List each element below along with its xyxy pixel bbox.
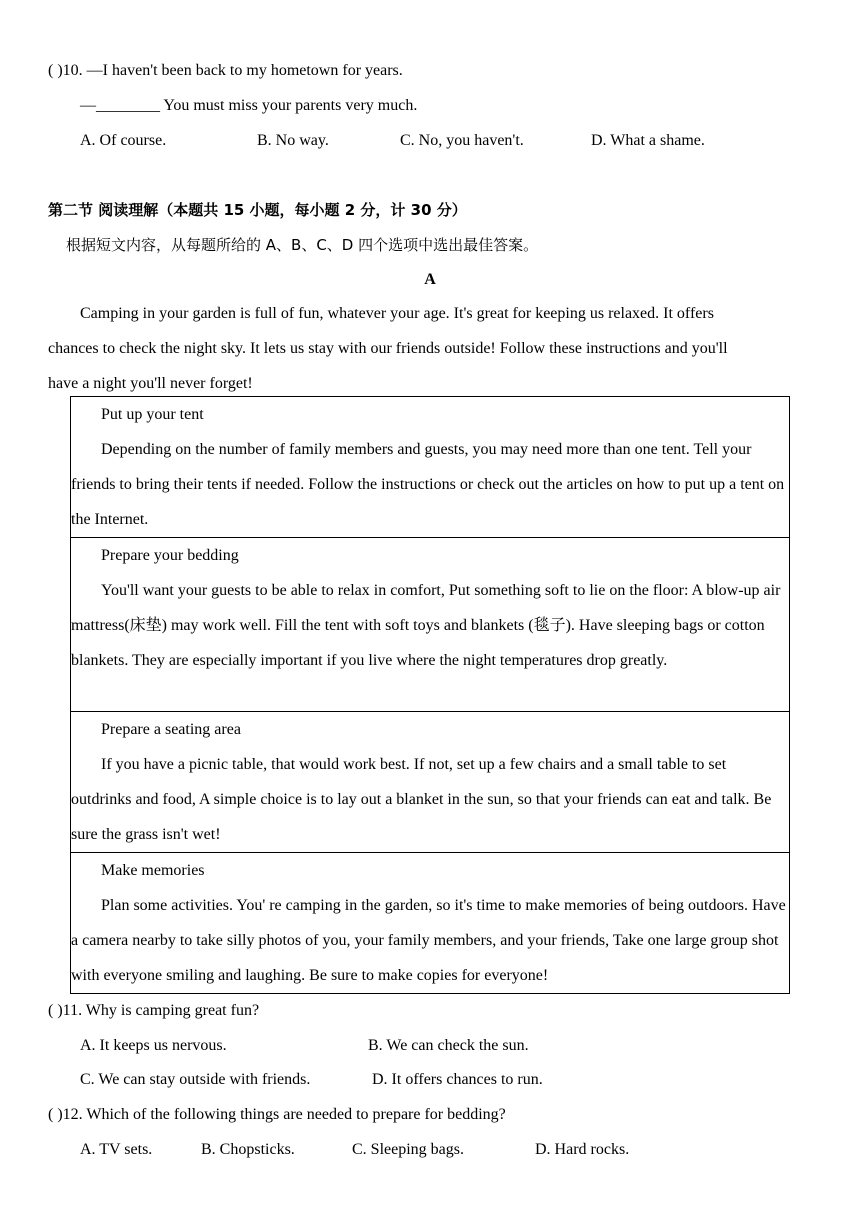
cell-heading: Put up your tent — [101, 406, 204, 423]
table-cell-seating — [71, 712, 790, 853]
question-11-stem: ( )11. Why is camping great fun? — [48, 1002, 260, 1019]
question-10-option-b: B. No way. — [257, 132, 329, 149]
intro-line-2: chances to check the night sky. It lets us stay with our friends outside! Follow these instructions and you'll — [48, 340, 728, 357]
table-row — [71, 397, 790, 538]
question-10-reply: —________ You must miss your parents very much. — [80, 97, 418, 114]
table-row — [71, 853, 790, 994]
table-row — [71, 712, 790, 853]
table-cell-tent — [71, 397, 790, 538]
section-instruction: 根据短文内容，从每题所给的 A、B、C、D 四个选项中选出最佳答案。 — [66, 236, 539, 254]
question-12-option-a: A. TV sets. — [80, 1141, 153, 1158]
table-cell-memories — [71, 853, 790, 994]
cell-body: Plan some activities. You' re camping in the garden, so it's time to make memories of being outdoors. Have a camera nearby to take silly photos of you, your family members, and your friends, Take one large group shot with everyone smiling and laughing. Be sure to make copies for everyone! — [71, 897, 786, 984]
question-10-stem: ( )10. —I haven't been back to my hometown for years. — [48, 62, 403, 79]
question-12-stem: ( )12. Which of the following things are needed to prepare for bedding? — [48, 1106, 506, 1123]
question-11-option-c: C. We can stay outside with friends. — [80, 1071, 311, 1088]
question-11-option-b: B. We can check the sun. — [368, 1037, 529, 1054]
intro-line-1: Camping in your garden is full of fun, whatever your age. It's great for keeping us relaxed. It offers — [80, 305, 714, 322]
table-row — [71, 538, 790, 712]
question-11-option-a: A. It keeps us nervous. — [80, 1037, 227, 1054]
cell-body: You'll want your guests to be able to relax in comfort, Put something soft to lie on the floor: A blow-up air mattress(床垫) may work well. Fill the tent with soft toys and blankets (毯子). Have sleeping bags or cotton blankets. They are especially important if you live where the night temperatures drop greatly. — [71, 582, 781, 669]
cell-heading: Prepare your bedding — [101, 547, 239, 564]
question-10-option-a: A. Of course. — [80, 132, 167, 149]
cell-heading: Make memories — [101, 862, 205, 879]
question-12-option-c: C. Sleeping bags. — [352, 1141, 464, 1158]
cell-body: If you have a picnic table, that would work best. If not, set up a few chairs and a small table to set outdrinks and food, A simple choice is to lay out a blanket in the sun, so that your friends can eat and talk. Be sure the grass isn't wet! — [71, 756, 772, 843]
intro-line-3: have a night you'll never forget! — [48, 375, 253, 392]
instructions-table — [70, 396, 790, 994]
cell-heading: Prepare a seating area — [101, 721, 241, 738]
table-cell-bedding — [71, 538, 790, 712]
passage-label: A — [424, 271, 436, 288]
section-heading: 第二节 阅读理解（本题共 15 小题，每小题 2 分，计 30 分） — [48, 201, 467, 219]
question-10-option-d: D. What a shame. — [591, 132, 705, 149]
question-12-option-b: B. Chopsticks. — [201, 1141, 295, 1158]
cell-body: Depending on the number of family members and guests, you may need more than one tent. Tell your friends to bring their tents if needed. Follow the instructions or check out the articles on how to put up a tent on the Internet. — [71, 441, 785, 528]
question-11-option-d: D. It offers chances to run. — [372, 1071, 543, 1088]
question-12-option-d: D. Hard rocks. — [535, 1141, 630, 1158]
question-10-option-c: C. No, you haven't. — [400, 132, 524, 149]
